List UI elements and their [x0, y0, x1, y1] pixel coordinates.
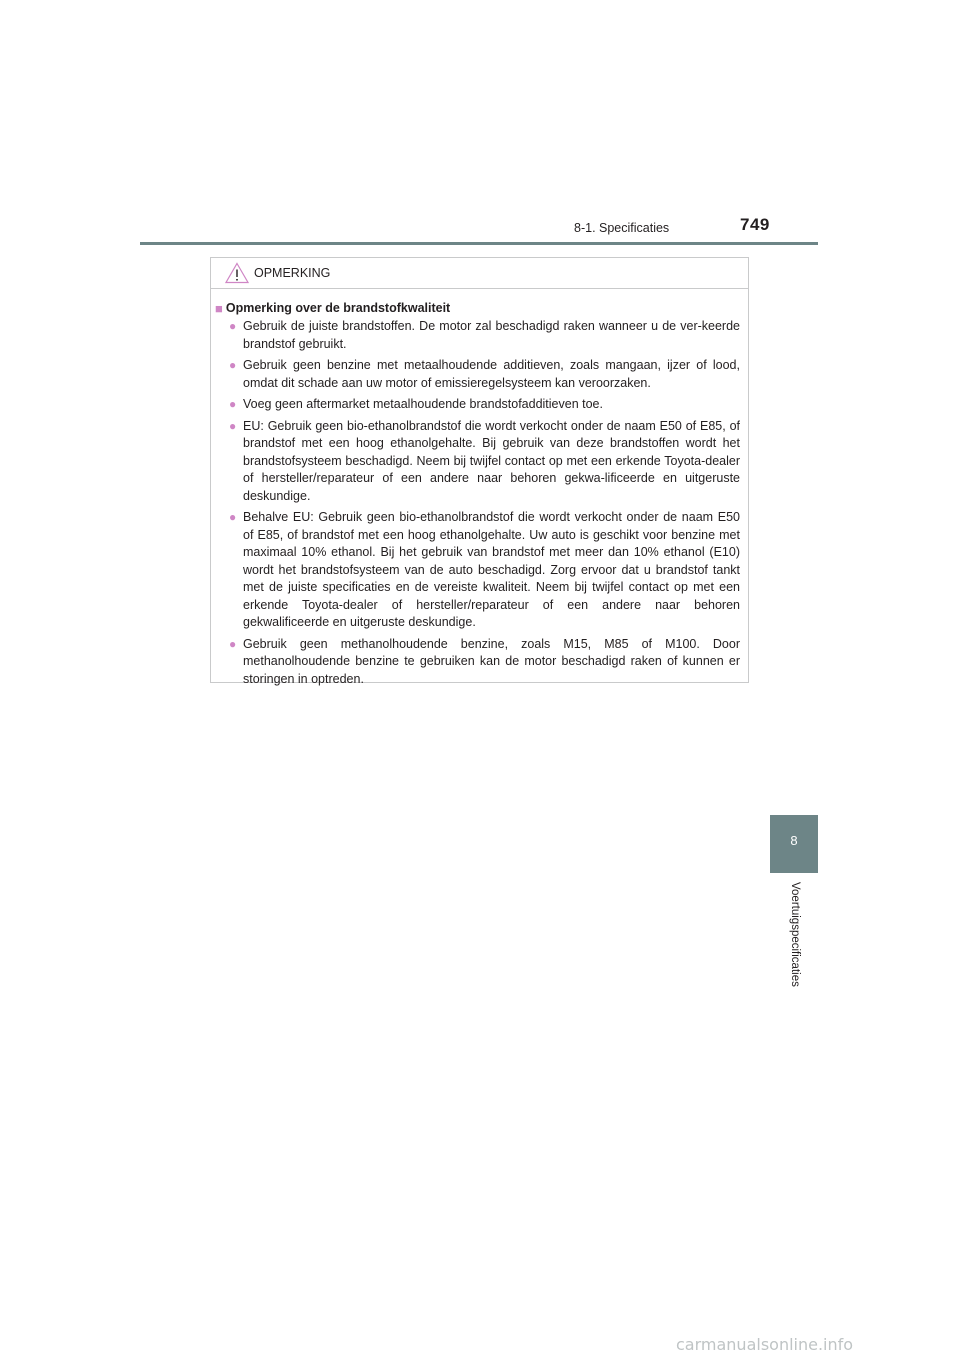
- watermark: carmanualsonline.info: [676, 1335, 854, 1354]
- chapter-tab[interactable]: [770, 815, 818, 873]
- list-item-text: Gebruik geen methanolhoudende benzine, zoals M15, M85 of M100. Door methanolhoudende benzine te gebruiken kan de motor beschadigd raken of kunnen er storingen in optreden.: [243, 636, 740, 686]
- square-bullet-icon: ■: [215, 300, 223, 316]
- circle-bullet-icon: ●: [229, 510, 237, 524]
- chapter-label-text: Voertuigspecificaties: [789, 882, 801, 987]
- list-item: [215, 357, 740, 392]
- list-item-text: Behalve EU: Gebruik geen bio-ethanolbrandstof die wordt verkocht onder de naam E50 of E85, of brandstof met een hoog ethanolgehalte. Uw auto is geschikt voor benzine met maximaal 10% ethanol. Bij het gebruik van brandstof met meer dan 10% ethanol (E10) wordt het brandstofsysteem van de auto beschadigd. Zorg ervoor dat u brandstof tankt met de juiste specificaties en de vereiste kwaliteit. Neem bij twijfel contact op met een erkende Toyota-dealer of hersteller/reparateur of een andere naar behoren gekwalificeerde en uitgeruste deskundige.: [243, 510, 740, 629]
- list-item-text: EU: Gebruik geen bio-ethanolbrandstof die wordt verkocht onder de naam E50 of E85, of brandstof met een hoog ethanolgehalte. Bij gebruik van deze brandstoffen wordt het brandstofsysteem beschadigd. Neem bij twijfel contact op met een erkende Toyota-dealer of hersteller/reparateur of een andere naar behoren gekwa-lificeerde en uitgeruste deskundige.: [243, 418, 740, 503]
- circle-bullet-icon: ●: [229, 636, 237, 651]
- notice-body: [211, 289, 748, 688]
- list-item-text: Gebruik geen benzine met metaalhoudende additieven, zoals mangaan, ijzer of lood, omdat dit schade aan uw motor of emissieregelsysteem kan veroorzaken.: [243, 358, 740, 390]
- notice-title: OPMERKING: [254, 266, 331, 280]
- list-item: [215, 509, 740, 632]
- list-item: [215, 396, 740, 414]
- list-item: [215, 636, 740, 689]
- notice-heading: [215, 301, 740, 315]
- list-item: [215, 418, 740, 506]
- circle-bullet-icon: ●: [229, 319, 237, 333]
- list-item-text: Gebruik de juiste brandstoffen. De motor zal beschadigd raken wanneer u de ver-keerde brandstof gebruikt.: [243, 319, 740, 351]
- chapter-label: [787, 882, 801, 1002]
- section-title: 8-1. Specificaties: [574, 221, 670, 235]
- list-item: [215, 318, 740, 353]
- circle-bullet-icon: ●: [229, 397, 237, 411]
- circle-bullet-icon: ●: [229, 418, 237, 433]
- notice-header: [211, 258, 748, 289]
- header-rule: [140, 242, 818, 245]
- notice-heading-text: Opmerking over de brandstofkwaliteit: [225, 301, 451, 315]
- warning-triangle-icon: [225, 262, 249, 284]
- circle-bullet-icon: ●: [229, 358, 237, 372]
- notice-box: [210, 257, 749, 686]
- list-item-text: Voeg geen aftermarket metaalhoudende brandstofadditieven toe.: [243, 397, 603, 411]
- chapter-number: 8: [790, 833, 798, 848]
- page-number: 749: [740, 215, 770, 234]
